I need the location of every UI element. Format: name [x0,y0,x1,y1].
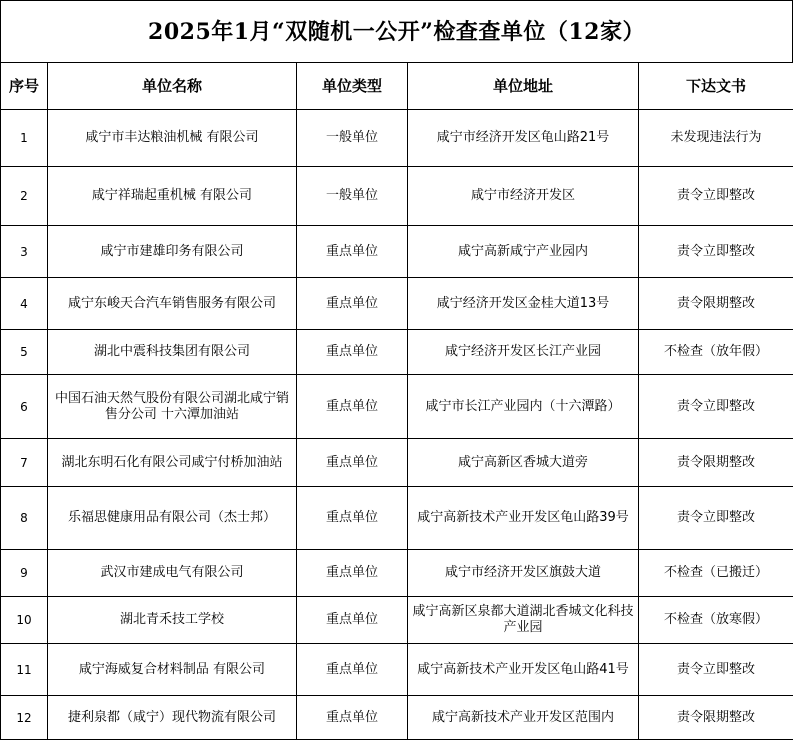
cell-name: 捷利泉都（咸宁）现代物流有限公司 [48,696,297,740]
table-row [1,110,793,167]
table-row [1,696,793,740]
cell-seq: 6 [1,375,48,439]
cell-name: 中国石油天然气股份有限公司湖北咸宁销售分公司 十六潭加油站 [48,375,297,439]
cell-document: 责令限期整改 [639,439,793,487]
cell-document: 责令立即整改 [639,167,793,226]
cell-seq: 12 [1,696,48,740]
cell-address: 咸宁经济开发区长江产业园 [408,330,639,375]
cell-name: 咸宁祥瑞起重机械 有限公司 [48,167,297,226]
cell-type: 重点单位 [297,597,408,644]
cell-document: 责令限期整改 [639,278,793,330]
table-row [1,597,793,644]
cell-address: 咸宁市经济开发区龟山路21号 [408,110,639,167]
cell-type: 一般单位 [297,110,408,167]
cell-name: 咸宁市丰达粮油机械 有限公司 [48,110,297,167]
cell-seq: 7 [1,439,48,487]
cell-name: 咸宁海威复合材料制品 有限公司 [48,644,297,696]
cell-document: 不检查（放寒假） [639,597,793,644]
cell-type: 重点单位 [297,550,408,597]
cell-seq: 10 [1,597,48,644]
inspection-table [0,62,793,740]
cell-name: 咸宁市建雄印务有限公司 [48,226,297,278]
cell-document: 责令立即整改 [639,644,793,696]
header-seq: 序号 [1,63,48,110]
cell-type: 重点单位 [297,487,408,550]
cell-seq: 5 [1,330,48,375]
cell-name: 武汉市建成电气有限公司 [48,550,297,597]
table-row [1,167,793,226]
cell-seq: 8 [1,487,48,550]
cell-document: 责令限期整改 [639,696,793,740]
table-row [1,330,793,375]
table-row [1,278,793,330]
cell-name: 湖北青禾技工学校 [48,597,297,644]
header-type: 单位类型 [297,63,408,110]
cell-address: 咸宁经济开发区金桂大道13号 [408,278,639,330]
cell-seq: 1 [1,110,48,167]
cell-name: 咸宁东峻天合汽车销售服务有限公司 [48,278,297,330]
cell-address: 咸宁高新咸宁产业园内 [408,226,639,278]
cell-type: 重点单位 [297,696,408,740]
page-title: 2025年1月“双随机一公开”检查查单位（12家） [0,0,793,62]
cell-document: 不检查（已搬迁） [639,550,793,597]
cell-address: 咸宁市经济开发区旗鼓大道 [408,550,639,597]
cell-type: 重点单位 [297,644,408,696]
table-row [1,439,793,487]
cell-document: 责令立即整改 [639,487,793,550]
cell-seq: 3 [1,226,48,278]
cell-document: 不检查（放年假） [639,330,793,375]
cell-name: 乐福思健康用品有限公司（杰士邦） [48,487,297,550]
table-row [1,226,793,278]
cell-type: 重点单位 [297,439,408,487]
cell-name: 湖北东明石化有限公司咸宁付桥加油站 [48,439,297,487]
header-name: 单位名称 [48,63,297,110]
cell-address: 咸宁高新技术产业开发区范围内 [408,696,639,740]
table-row [1,644,793,696]
cell-type: 重点单位 [297,330,408,375]
table-row [1,550,793,597]
cell-seq: 4 [1,278,48,330]
cell-address: 咸宁市经济开发区 [408,167,639,226]
cell-seq: 2 [1,167,48,226]
table-row [1,487,793,550]
cell-document: 责令立即整改 [639,226,793,278]
cell-type: 一般单位 [297,167,408,226]
cell-address: 咸宁高新技术产业开发区龟山路41号 [408,644,639,696]
header-document: 下达文书 [639,63,793,110]
cell-seq: 9 [1,550,48,597]
cell-document: 责令立即整改 [639,375,793,439]
cell-address: 咸宁高新区香城大道旁 [408,439,639,487]
cell-address: 咸宁高新区泉都大道湖北香城文化科技产业园 [408,597,639,644]
cell-type: 重点单位 [297,278,408,330]
cell-type: 重点单位 [297,226,408,278]
cell-address: 咸宁市长江产业园内（十六潭路） [408,375,639,439]
cell-type: 重点单位 [297,375,408,439]
table-row [1,375,793,439]
cell-address: 咸宁高新技术产业开发区龟山路39号 [408,487,639,550]
header-address: 单位地址 [408,63,639,110]
cell-document: 未发现违法行为 [639,110,793,167]
cell-seq: 11 [1,644,48,696]
cell-name: 湖北中震科技集团有限公司 [48,330,297,375]
header-row [1,63,793,110]
